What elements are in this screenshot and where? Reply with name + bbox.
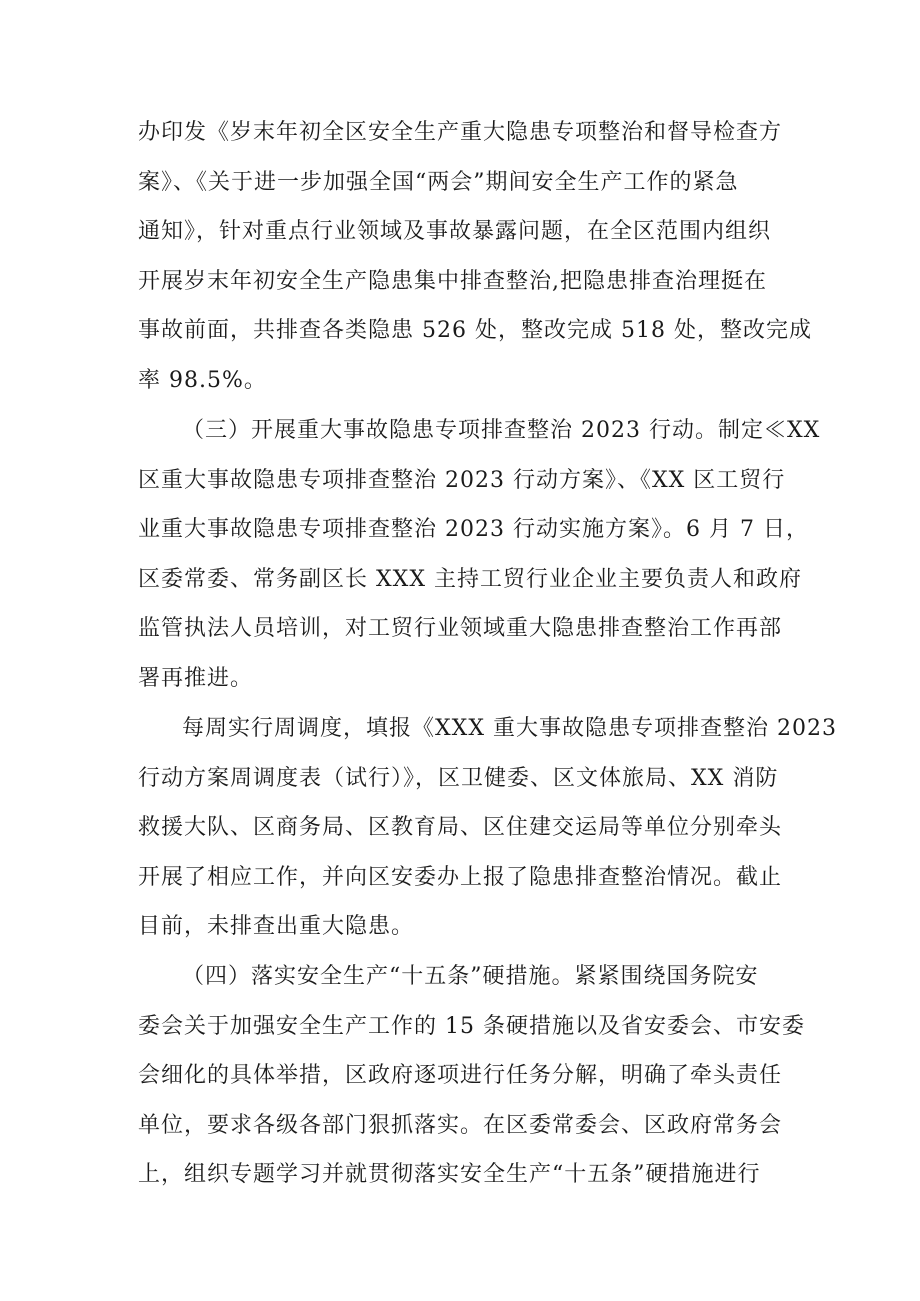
text-line: 会细化的具体举措，区政府逐项进行任务分解，明确了牵头责任 xyxy=(138,1063,783,1089)
text-line: 开展岁末年初安全生产隐患集中排查整治,把隐患排查治理挺在 xyxy=(138,268,767,294)
paragraph-section-three xyxy=(138,406,821,704)
text-line: 行动方案周调度表（试行）》，区卫健委、区文体旅局、XX 消防 xyxy=(138,765,779,791)
paragraph-section-four xyxy=(138,952,805,1200)
text-line: 目前，未排查出重大隐患。 xyxy=(138,914,415,940)
text-line: 事故前面，共排查各类隐患 526 处，整改完成 518 处，整改完成 xyxy=(138,318,812,344)
text-line: 委会关于加强安全生产工作的 15 条硬措施以及省安委会、市安委 xyxy=(138,1013,805,1039)
text-line: 业重大事故隐患专项排查整治 2023 行动实施方案》。6 月 7 日， xyxy=(138,517,809,543)
text-line: 区委常委、常务副区长 XXX 主持工贸行业企业主要负责人和政府 xyxy=(138,566,802,592)
text-line: 救援大队、区商务局、区教育局、区住建交运局等单位分别牵头 xyxy=(138,815,783,841)
paragraph-weekly-dispatch xyxy=(138,704,837,952)
text-line: 上，组织专题学习并就贯彻落实安全生产“十五条”硬措施进行 xyxy=(138,1162,761,1188)
text-line: 办印发《岁末年初全区安全生产重大隐患专项整治和督导检查方 xyxy=(138,120,783,145)
text-line: （三）开展重大事故隐患专项排查整治 2023 行动。制定≪XX xyxy=(182,418,821,443)
text-line: 署再推进。 xyxy=(138,665,254,691)
text-line: （四）落实安全生产“十五条”硬措施。紧紧围绕国务院安 xyxy=(182,964,759,989)
text-line: 单位，要求各级各部门狠抓落实。在区委常委会、区政府常务会 xyxy=(138,1112,783,1138)
paragraph-hazard-inspection xyxy=(138,108,812,406)
text-line: 区重大事故隐患专项排查整治 2023 行动方案》、《XX 区工贸行 xyxy=(138,467,786,493)
text-line: 通知》，针对重点行业领域及事故暴露问题，在全区范围内组织 xyxy=(138,219,772,245)
text-line: 每周实行周调度，填报《XXX 重大事故隐患专项排查整治 2023 xyxy=(182,716,837,741)
text-line: 开展了相应工作，并向区安委办上报了隐患排查整治情况。截止 xyxy=(138,864,783,890)
text-line: 率 98.5%。 xyxy=(138,367,267,393)
text-line: 案》、《关于进一步加强全国“两会”期间安全生产工作的紧急 xyxy=(138,169,739,195)
text-line: 监管执法人员培训，对工贸行业领域重大隐患排查整治工作再部 xyxy=(138,616,783,642)
